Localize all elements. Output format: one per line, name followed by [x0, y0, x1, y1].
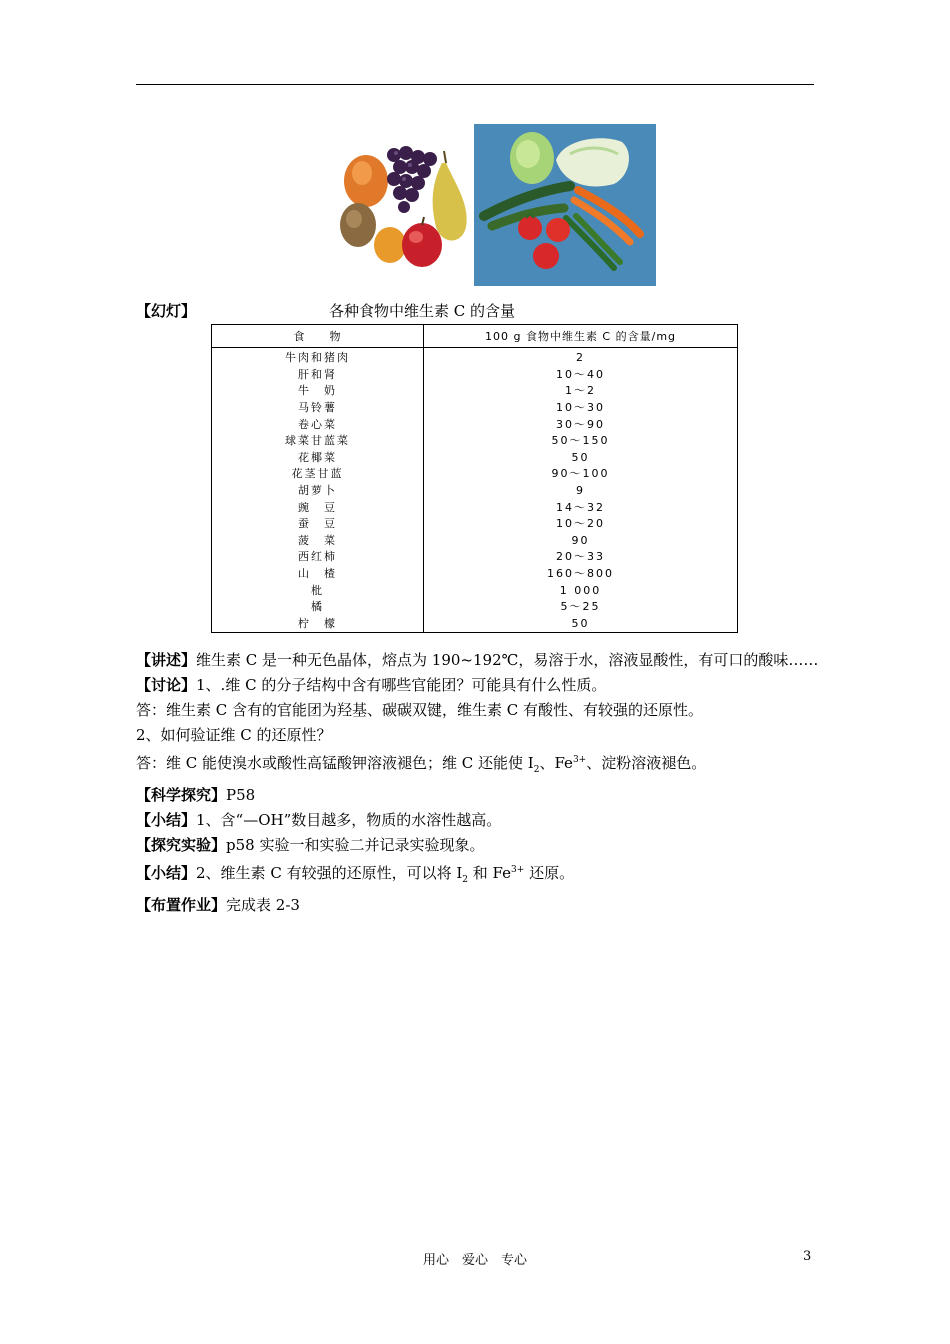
content-cell: 10～40: [424, 367, 738, 384]
text-lecture: 维生素 C 是一种无色晶体，熔点为 190~192℃，易溶于水，溶液显酸性，有可口的酸味……: [196, 651, 819, 669]
content-cell: 10～20: [424, 516, 738, 533]
tag-discussion: 【讨论】: [136, 676, 197, 694]
food-cell: 花茎甘蓝: [212, 466, 424, 483]
content-cell: 1 000: [424, 582, 738, 599]
text-summary-1: 1、含“—OH”数目越多，物质的水溶性越高。: [196, 811, 502, 829]
fruit-image: [334, 133, 470, 279]
food-cell: 花椰菜: [212, 450, 424, 467]
text-experiment: p58 实验一和实验二并记录实验现象。: [226, 836, 485, 854]
table-row: [212, 348, 738, 367]
summary-2-part-a: 2、维生素 C 有较强的还原性，可以将 I: [196, 864, 463, 882]
food-cell: 橘: [212, 599, 424, 616]
food-cell: 柠 檬: [212, 616, 424, 633]
content-cell: 9: [424, 483, 738, 500]
slide-heading: [136, 298, 814, 322]
table-row: [212, 383, 738, 400]
content-cell: 90～100: [424, 466, 738, 483]
table-row: [212, 466, 738, 483]
table-row: [212, 433, 738, 450]
table-row: [212, 483, 738, 500]
tag-summary-2: 【小结】: [136, 864, 197, 882]
table-row: [212, 367, 738, 384]
text-homework: 完成表 2-3: [226, 896, 300, 914]
table-row: [212, 566, 738, 583]
content-cell: 30～90: [424, 416, 738, 433]
food-cell: 枇: [212, 582, 424, 599]
table-row: [212, 582, 738, 599]
iodine-subscript: 2: [462, 875, 469, 885]
table-row: [212, 616, 738, 633]
table-row: [212, 450, 738, 467]
content-cell: 50: [424, 616, 738, 633]
food-cell: 牛肉和猪肉: [212, 348, 424, 367]
slide-title: 各种食物中维生素 C 的含量: [329, 302, 516, 320]
tag-summary-1: 【小结】: [136, 811, 197, 829]
footer-motto: 用心 爱心 专心: [422, 1253, 527, 1268]
tag-homework: 【布置作业】: [136, 896, 227, 914]
food-cell: 胡萝卜: [212, 483, 424, 500]
page-number: 3: [803, 1249, 812, 1264]
food-cell: 马铃薯: [212, 400, 424, 417]
vitamin-c-table: [211, 324, 738, 633]
tag-lecture: 【讲述】: [136, 651, 197, 669]
food-cell: 豌 豆: [212, 499, 424, 516]
answer-2-part-c: 、淀粉溶液褪色。: [586, 754, 707, 772]
food-cell: 山 楂: [212, 566, 424, 583]
food-cell: 蚕 豆: [212, 516, 424, 533]
table-row: [212, 549, 738, 566]
answer-2-part-b: 、Fe: [539, 754, 573, 772]
content-cell: 50～150: [424, 433, 738, 450]
content-cell: 2: [424, 348, 738, 367]
paragraph-lecture: [136, 648, 820, 673]
paragraph-answer-1: 答：维生素 C 含有的官能团为羟基、碳碳双键，维生素 C 有酸性、有较强的还原性。: [136, 701, 704, 719]
paragraph-question-2: 2、如何验证维 C 的还原性？: [136, 726, 332, 744]
text-science-inquiry: P58: [226, 786, 256, 804]
col-header-food: 食 物: [212, 325, 424, 348]
col-header-content: 100 g 食物中维生素 C 的含量/mg: [424, 325, 738, 348]
header-rule: [136, 84, 814, 85]
iron-superscript: 3+: [511, 865, 525, 875]
content-cell: 10～30: [424, 400, 738, 417]
content-cell: 20～33: [424, 549, 738, 566]
tag-science-inquiry: 【科学探究】: [136, 786, 227, 804]
iodine-subscript: 2: [533, 765, 540, 775]
content-cell: 5～25: [424, 599, 738, 616]
table-row: [212, 400, 738, 417]
table-row: [212, 499, 738, 516]
content-cell: 160～800: [424, 566, 738, 583]
summary-2-part-c: 还原。: [524, 864, 575, 882]
paragraph-summary-2: [136, 858, 820, 893]
vegetable-image: [474, 124, 656, 286]
table-row: [212, 516, 738, 533]
paragraph-answer-2: [136, 748, 820, 783]
food-cell: 西红柿: [212, 549, 424, 566]
iron-superscript: 3+: [572, 755, 587, 765]
paragraph-science-inquiry: [136, 783, 820, 808]
slide-label: 【幻灯】: [136, 302, 197, 320]
food-cell: 球菜甘蓝菜: [212, 433, 424, 450]
content-cell: 50: [424, 450, 738, 467]
table-row: [212, 416, 738, 433]
text-discussion: 1、.维 C 的分子结构中含有哪些官能团？可能具有什么性质。: [196, 676, 607, 694]
summary-2-part-b: 和 Fe: [468, 864, 512, 882]
food-cell: 肝和肾: [212, 367, 424, 384]
paragraph-experiment: [136, 833, 820, 858]
paragraph-summary-1: [136, 808, 820, 833]
table-row: [212, 599, 738, 616]
answer-2-part-a: 答：维 C 能使溴水或酸性高锰酸钾溶液褪色；维 C 还能使 I: [136, 754, 534, 772]
paragraph-discussion: [136, 673, 820, 698]
content-cell: 1～2: [424, 383, 738, 400]
content-cell: 14～32: [424, 499, 738, 516]
table-row: [212, 533, 738, 550]
tag-experiment: 【探究实验】: [136, 836, 227, 854]
food-cell: 菠 菜: [212, 533, 424, 550]
lesson-body: [136, 648, 820, 918]
content-cell: 90: [424, 533, 738, 550]
food-cell: 卷心菜: [212, 416, 424, 433]
paragraph-homework: [136, 893, 820, 918]
food-cell: 牛 奶: [212, 383, 424, 400]
